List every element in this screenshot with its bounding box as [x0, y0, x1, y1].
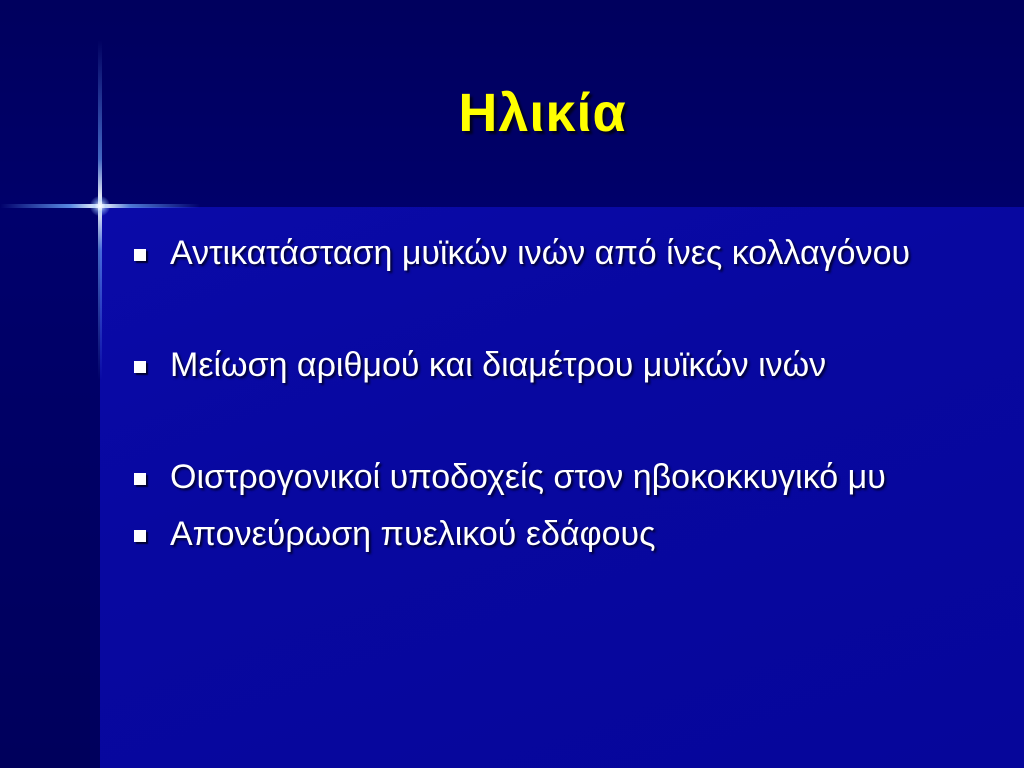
square-bullet-icon: [134, 473, 146, 485]
square-bullet-icon: [134, 249, 146, 261]
bullet-text: Μείωση αριθμού και διαμέτρου μυϊκών ινών: [170, 346, 827, 384]
bullet-text: Αντικατάσταση μυϊκών ινών από ίνες κολλαγόνου: [170, 234, 911, 272]
bullet-text: Απονεύρωση πυελικού εδάφους: [170, 515, 656, 553]
bullet-item: [132, 456, 972, 498]
square-bullet-icon: [134, 530, 146, 542]
square-bullet-icon: [134, 361, 146, 373]
bullet-list: [132, 232, 972, 555]
slide-title: Ηλικία: [458, 83, 627, 143]
bullet-item: [132, 344, 972, 386]
bullet-item: [132, 513, 972, 555]
sparkle-icon: [90, 196, 110, 216]
bullet-text: Οιστρογονικοί υποδοχείς στον ηβοκοκκυγικό μυ: [170, 458, 886, 496]
left-band: [0, 207, 100, 768]
bullet-item: [132, 232, 972, 274]
